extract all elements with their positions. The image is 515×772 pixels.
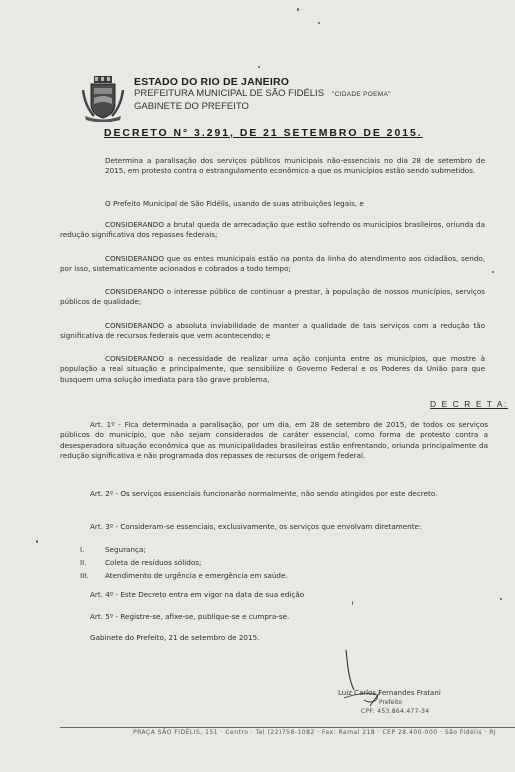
footer-address: PRAÇA SÃO FIDÉLIS, 151 · Centro · Tel (22)758-1082 · Fax: Ramal 218 · CEP 28.400-000 · São Fidélis · RJ <box>133 729 497 736</box>
list-item-number: I. <box>80 545 85 554</box>
article-3: Art. 3º - Consideram-se essenciais, exclusivamente, os serviços que envolvam diretamente: <box>90 522 422 531</box>
list-item: Coleta de resíduos sólidos; <box>105 558 202 567</box>
signatory-role: Prefeito <box>379 699 403 706</box>
list-item: Atendimento de urgência e emergência em saúde. <box>105 571 288 580</box>
signatory-cpf: CPF: 453.864.477-34 <box>361 708 430 715</box>
scan-speck <box>318 22 320 24</box>
ementa: Determina a paralisação dos serviços públicos municipais não-essenciais no dia 28 de setembro de 2015, em protesto contra o estrangulamento econômico a que os municípios estão sendo submetidos. <box>105 156 485 176</box>
list-item: Segurança; <box>105 545 146 554</box>
article-2: Art. 2º - Os serviços essenciais funcionarão normalmente, não sendo atingidos por este decreto. <box>90 489 438 498</box>
considerando-3: CONSIDERANDO o interesse público de continuar a prestar, à população de nossos municípios, serviços públicos de qualidade; <box>60 287 485 307</box>
prefeitura-name: PREFEITURA MUNICIPAL DE SÃO FIDÉLIS <box>134 88 325 99</box>
letterhead <box>134 76 391 113</box>
scan-speck <box>352 601 353 605</box>
signatory-name: Luiz Carlos Fernandes Fratani <box>338 689 441 697</box>
list-item-number: III. <box>80 571 89 580</box>
article-4: Art. 4º - Este Decreto entra em vigor na data de sua edição <box>90 590 305 599</box>
considerando-5: CONSIDERANDO a necessidade de realizar uma ação conjunta entre os municípios, que mostre à população a real situação e principalmente, que sensibilize o Governo Federal e os Poderes da União para que busquem uma solução imediata para tão grave problema, <box>60 354 485 384</box>
scan-speck <box>258 66 260 68</box>
scan-speck <box>36 540 38 543</box>
article-1: Art. 1º - Fica determinada a paralisação, por um dia, em 28 de setembro de 2015, de todos os serviços públicos do município, que não sejam considerados de caráter essencial, como forma de protesto contra a desesperadora situação econômica que as municipalidades brasileiras estão enfrentando, oriunda principalmente da redução significativa e não programada dos repasses de recursos de origem federal. <box>60 420 488 460</box>
article-5: Art. 5º - Registre-se, afixe-se, publique-se e cumpra-se. <box>90 612 290 621</box>
footer-divider <box>60 727 515 728</box>
city-motto: "CIDADE POEMA" <box>332 91 391 98</box>
considerando-1: CONSIDERANDO a brutal queda de arrecadação que estão sofrendo os municípios brasileiros, oriunda da redução significativa dos repasses federais; <box>60 220 485 240</box>
decreta-heading: D E C R E T A: <box>430 399 508 409</box>
considerando-2: CONSIDERANDO que os entes municipais estão na ponta da linha do atendimento aos cidadãos, sendo, por isso, sistematicamente acionados e cobrados a todo tempo; <box>60 254 485 274</box>
decree-title: DECRETO N° 3.291, DE 21 SETEMBRO DE 2015. <box>104 128 423 139</box>
prefeitura-line <box>134 88 391 101</box>
scan-speck <box>500 598 502 600</box>
closing-line: Gabinete do Prefeito, 21 de setembro de 2015. <box>90 633 260 642</box>
state-name: ESTADO DO RIO DE JANEIRO <box>134 76 290 88</box>
scan-speck <box>492 271 494 273</box>
list-item-number: II. <box>80 558 87 567</box>
gabinete-name: GABINETE DO PREFEITO <box>134 101 249 112</box>
scan-speck <box>297 8 299 11</box>
considerando-4: CONSIDERANDO a absoluta inviabilidade de manter a qualidade de tais serviços com a redução tão significativa de recursos federais que vem acontecendo; e <box>60 321 485 341</box>
coat-of-arms-icon <box>82 76 124 122</box>
preamble: O Prefeito Municipal de São Fidélis, usando de suas atribuições legais, e <box>105 199 364 208</box>
